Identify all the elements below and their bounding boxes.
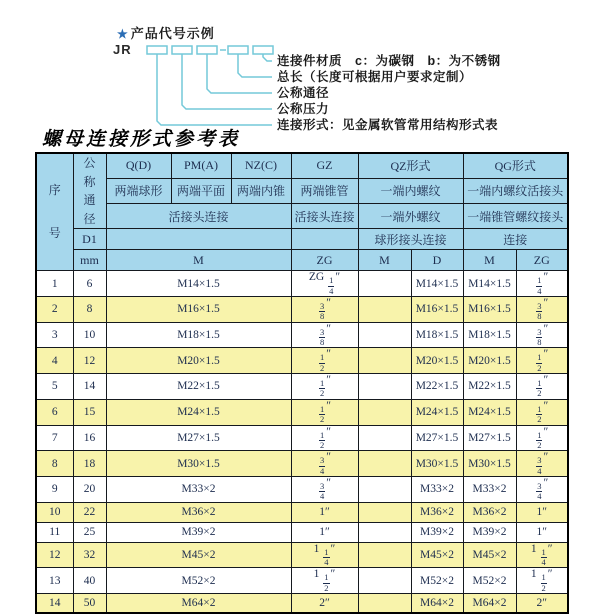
cell-qz-d: M20×1.5 <box>411 348 463 374</box>
header-col-gz: GZ <box>291 153 358 178</box>
cell-dn: 8 <box>73 297 106 323</box>
table-body <box>36 271 568 614</box>
table-row <box>36 542 568 568</box>
code-box-3 <box>197 46 217 54</box>
cell-dn: 16 <box>73 425 106 451</box>
cell-qg-m: M45×2 <box>463 542 516 568</box>
code-label-pressure: 公称压力 <box>277 102 330 116</box>
cell-qz-d: M64×2 <box>411 593 463 613</box>
cell-gz: 1 $\frac{1}{2}$ ″ <box>291 568 358 594</box>
cell-qz-m <box>358 399 411 425</box>
cell-seq: 13 <box>36 568 73 594</box>
cell-qz-d: M18×1.5 <box>411 322 463 348</box>
nut-connection-table <box>35 152 569 614</box>
header-row-2 <box>36 178 568 203</box>
cell-qg-m: M64×2 <box>463 593 516 613</box>
table-row <box>36 297 568 323</box>
table-row <box>36 399 568 425</box>
cell-qz-m <box>358 476 411 502</box>
header-pm-desc: 两端平面 <box>171 178 231 203</box>
cell-m: M24×1.5 <box>106 399 291 425</box>
cell-m: M27×1.5 <box>106 425 291 451</box>
cell-m: M22×1.5 <box>106 374 291 400</box>
table-row <box>36 271 568 297</box>
code-label-diameter: 公称通径 <box>277 86 330 100</box>
cell-qz-m <box>358 425 411 451</box>
header-m-label: M <box>106 250 291 271</box>
cell-qz-m <box>358 374 411 400</box>
cell-qz-d: M16×1.5 <box>411 297 463 323</box>
code-label-material: 连接件材质 c：为碳钢 b：为不锈钢 <box>277 54 501 68</box>
product-code-prefix: JR <box>113 42 132 57</box>
header-col-q: Q(D) <box>106 153 171 178</box>
cell-gz: 1 $\frac{1}{4}$ ″ <box>291 542 358 568</box>
code-label-connection: 连接形式：见金属软管常用结构形式表 <box>277 118 499 132</box>
header-nz-desc: 两端内锥 <box>231 178 291 203</box>
code-box-5 <box>253 46 273 54</box>
cell-qg-zg: $\frac{1}{2}$ ″ <box>516 374 568 400</box>
cell-dn: 14 <box>73 374 106 400</box>
cell-qz-m <box>358 322 411 348</box>
cell-gz: ZG $\frac{1}{4}$ ″ <box>291 271 358 297</box>
cell-qg-zg: $\frac{3}{4}$ ″ <box>516 451 568 477</box>
table-title: 螺母连接形式参考表 <box>42 129 241 150</box>
cell-dn: 50 <box>73 593 106 613</box>
cell-seq: 10 <box>36 502 73 522</box>
header-empty-gz <box>291 229 358 250</box>
header-col-nz: NZ(C) <box>231 153 291 178</box>
cell-m: M33×2 <box>106 476 291 502</box>
cell-seq: 14 <box>36 593 73 613</box>
cell-qz-m <box>358 522 411 542</box>
cell-dn: 22 <box>73 502 106 522</box>
header-qg-m: M <box>463 250 516 271</box>
cell-gz: $\frac{1}{2}$ ″ <box>291 374 358 400</box>
cell-gz: $\frac{1}{2}$ ″ <box>291 399 358 425</box>
header-col-qz: QZ形式 <box>358 153 463 178</box>
header-dn-sub: D1 <box>73 229 106 250</box>
cell-qg-zg: $\frac{3}{4}$ ″ <box>516 476 568 502</box>
header-qg-conn: 连接 <box>463 229 568 250</box>
cell-m: M30×1.5 <box>106 451 291 477</box>
cell-m: M45×2 <box>106 542 291 568</box>
code-box-4 <box>228 46 248 54</box>
cell-seq: 3 <box>36 322 73 348</box>
cell-seq: 9 <box>36 476 73 502</box>
cell-seq: 8 <box>36 451 73 477</box>
cell-gz: 1″ <box>291 522 358 542</box>
diagram-heading-text: 产品代号示例 <box>130 26 215 41</box>
cell-qz-d: M36×2 <box>411 502 463 522</box>
cell-dn: 10 <box>73 322 106 348</box>
header-row-5 <box>36 250 568 271</box>
cell-dn: 15 <box>73 399 106 425</box>
cell-dn: 18 <box>73 451 106 477</box>
cell-gz: $\frac{3}{8}$ ″ <box>291 322 358 348</box>
cell-qg-m: M14×1.5 <box>463 271 516 297</box>
cell-dn: 12 <box>73 348 106 374</box>
cell-qz-m <box>358 271 411 297</box>
cell-m: M39×2 <box>106 522 291 542</box>
cell-gz: 1″ <box>291 502 358 522</box>
cell-seq: 11 <box>36 522 73 542</box>
cell-gz: $\frac{3}{8}$ ″ <box>291 297 358 323</box>
header-gz-desc: 两端锥管 <box>291 178 358 203</box>
code-line-material <box>263 54 272 61</box>
cell-qz-d: M30×1.5 <box>411 451 463 477</box>
cell-qg-zg: 1 $\frac{1}{2}$ ″ <box>516 568 568 594</box>
header-qz-d: D <box>411 250 463 271</box>
cell-qg-m: M22×1.5 <box>463 374 516 400</box>
table-row <box>36 348 568 374</box>
cell-seq: 6 <box>36 399 73 425</box>
header-seq: 序号 <box>36 153 73 271</box>
header-dn: 公称通径 <box>73 153 106 229</box>
cell-qg-m: M52×2 <box>463 568 516 594</box>
header-gz-conn: 活接头连接 <box>291 204 358 229</box>
cell-qg-m: M20×1.5 <box>463 348 516 374</box>
cell-qg-zg: $\frac{3}{8}$ ″ <box>516 297 568 323</box>
cell-dn: 32 <box>73 542 106 568</box>
cell-qz-d: M27×1.5 <box>411 425 463 451</box>
code-line-pressure <box>182 54 272 109</box>
cell-qg-zg: 2″ <box>516 593 568 613</box>
table-row <box>36 568 568 594</box>
cell-qz-d: M24×1.5 <box>411 399 463 425</box>
cell-qg-m: M16×1.5 <box>463 297 516 323</box>
table-row <box>36 476 568 502</box>
cell-qz-d: M22×1.5 <box>411 374 463 400</box>
cell-gz: $\frac{1}{2}$ ″ <box>291 425 358 451</box>
header-col-pm: PM(A) <box>171 153 231 178</box>
header-row-3 <box>36 204 568 229</box>
header-empty-left <box>106 229 291 250</box>
cell-gz: $\frac{1}{2}$ ″ <box>291 348 358 374</box>
header-union-conn: 活接头连接 <box>106 204 291 229</box>
cell-m: M18×1.5 <box>106 322 291 348</box>
code-label-length: 总长（长度可根据用户要求定制） <box>277 70 473 84</box>
cell-qz-m <box>358 542 411 568</box>
cell-m: M64×2 <box>106 593 291 613</box>
table-row <box>36 425 568 451</box>
table-row <box>36 522 568 542</box>
cell-seq: 7 <box>36 425 73 451</box>
cell-qz-m <box>358 348 411 374</box>
header-qz-conn: 球形接头连接 <box>358 229 463 250</box>
cell-seq: 12 <box>36 542 73 568</box>
cell-qz-d: M39×2 <box>411 522 463 542</box>
header-col-qg: QG形式 <box>463 153 568 178</box>
cell-dn: 40 <box>73 568 106 594</box>
cell-seq: 5 <box>36 374 73 400</box>
header-qz-desc1: 一端内螺纹 <box>358 178 463 203</box>
table-row <box>36 451 568 477</box>
header-qz-m: M <box>358 250 411 271</box>
cell-qg-zg: $\frac{1}{4}$ ″ <box>516 271 568 297</box>
cell-qg-zg: 1″ <box>516 502 568 522</box>
header-qg-zg: ZG <box>516 250 568 271</box>
cell-m: M20×1.5 <box>106 348 291 374</box>
cell-qg-m: M30×1.5 <box>463 451 516 477</box>
cell-qz-d: M14×1.5 <box>411 271 463 297</box>
cell-qz-d: M52×2 <box>411 568 463 594</box>
table-row <box>36 502 568 522</box>
cell-dn: 25 <box>73 522 106 542</box>
code-box-2 <box>172 46 192 54</box>
cell-dn: 20 <box>73 476 106 502</box>
cell-qg-m: M18×1.5 <box>463 322 516 348</box>
cell-qg-zg: $\frac{1}{2}$ ″ <box>516 399 568 425</box>
cell-m: M36×2 <box>106 502 291 522</box>
cell-qg-zg: 1 $\frac{1}{4}$ ″ <box>516 542 568 568</box>
cell-qz-d: M45×2 <box>411 542 463 568</box>
cell-qz-m <box>358 593 411 613</box>
cell-qg-m: M27×1.5 <box>463 425 516 451</box>
cell-qz-m <box>358 502 411 522</box>
cell-dn: 6 <box>73 271 106 297</box>
header-qg-desc1: 一端内螺纹活接头 <box>463 178 568 203</box>
table-row <box>36 322 568 348</box>
header-q-desc: 两端球形 <box>106 178 171 203</box>
table-row <box>36 593 568 613</box>
header-row-4 <box>36 229 568 250</box>
cell-m: M52×2 <box>106 568 291 594</box>
cell-seq: 4 <box>36 348 73 374</box>
table-row <box>36 374 568 400</box>
cell-seq: 2 <box>36 297 73 323</box>
cell-seq: 1 <box>36 271 73 297</box>
header-zg-label: ZG <box>291 250 358 271</box>
cell-qg-m: M36×2 <box>463 502 516 522</box>
header-row-1 <box>36 153 568 178</box>
star-icon: ★ <box>117 27 129 41</box>
cell-qz-m <box>358 297 411 323</box>
cell-qg-m: M39×2 <box>463 522 516 542</box>
cell-qg-zg: $\frac{3}{8}$ ″ <box>516 322 568 348</box>
cell-qg-zg: 1″ <box>516 522 568 542</box>
cell-qg-zg: $\frac{1}{2}$ ″ <box>516 425 568 451</box>
cell-qz-m <box>358 568 411 594</box>
cell-gz: $\frac{3}{4}$ ″ <box>291 451 358 477</box>
cell-gz: $\frac{3}{4}$ ″ <box>291 476 358 502</box>
cell-qz-m <box>358 451 411 477</box>
cell-qg-zg: $\frac{1}{2}$ ″ <box>516 348 568 374</box>
header-qz-desc2: 一端外螺纹 <box>358 204 463 229</box>
code-box-1 <box>147 46 167 54</box>
header-dn-unit: mm <box>73 250 106 271</box>
code-line-length <box>238 54 272 77</box>
cell-qg-m: M24×1.5 <box>463 399 516 425</box>
cell-m: M14×1.5 <box>106 271 291 297</box>
cell-gz: 2″ <box>291 593 358 613</box>
cell-qz-d: M33×2 <box>411 476 463 502</box>
code-line-connection <box>157 54 272 125</box>
cell-m: M16×1.5 <box>106 297 291 323</box>
header-qg-desc2: 一端锥管螺纹接头 <box>463 204 568 229</box>
cell-qg-m: M33×2 <box>463 476 516 502</box>
